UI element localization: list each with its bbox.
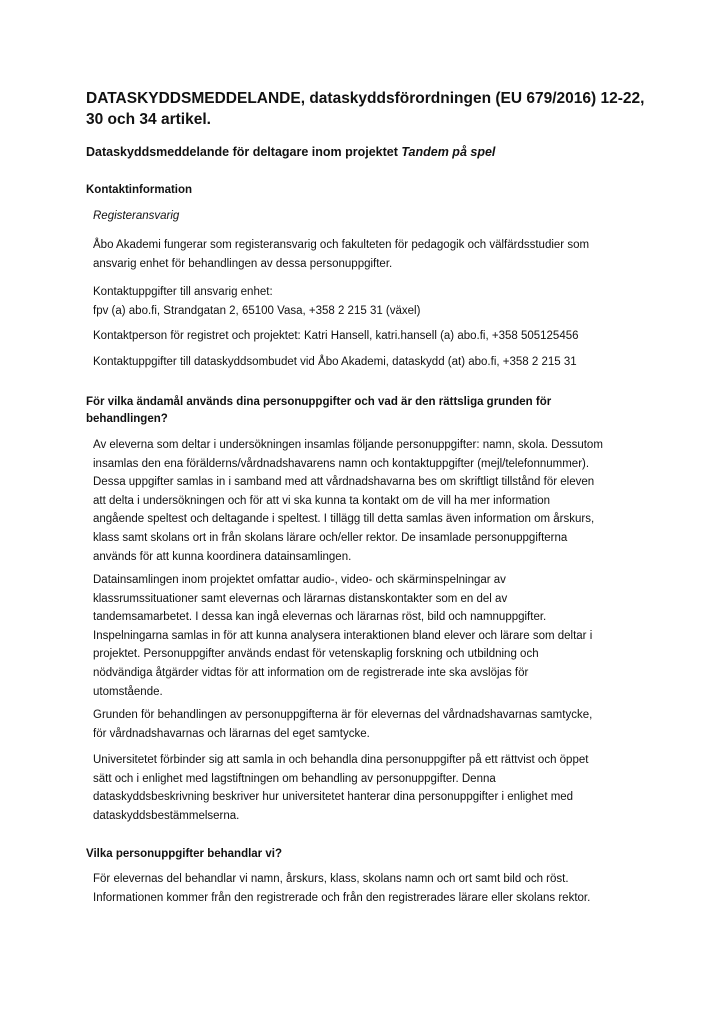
paragraph-line: Inspelningarna samlas in för att kunna analysera interaktionen bland elever och lärare som deltar i xyxy=(93,629,593,642)
paragraph-line: Grunden för behandlingen av personuppgifterna är för elevernas del vårdnadshavarnas samtycke, xyxy=(93,709,593,721)
contact-heading: Kontaktinformation xyxy=(86,184,193,196)
heading-line: För vilka ändamål används dina personuppgifter och vad är den rättsliga grunden för xyxy=(86,396,552,408)
paragraph-line: För elevernas del behandlar vi namn, årskurs, klass, skolans namn och ort samt bild och röst. xyxy=(93,873,569,885)
paragraph-line: projektet. Personuppgifter används endast för vetenskaplig forskning och utbildning och xyxy=(93,648,539,661)
contact-person-paragraph xyxy=(93,327,649,346)
heading-line: behandlingen? xyxy=(86,413,168,425)
paragraph-line: Informationen kommer från den registrerade och från den registrerades lärare eller skolans rektor. xyxy=(93,891,591,904)
paragraph-line: dataskyddsbeskrivning beskriver hur universitetet hanterar dina personuppgifter i enlighet med xyxy=(93,791,574,804)
purpose-heading xyxy=(86,394,646,428)
registrar-paragraph xyxy=(93,236,649,273)
paragraph-line: sätt och i enlighet med lagstiftningen om behandling av personuppgifter. Denna xyxy=(93,772,496,785)
dpo-paragraph xyxy=(93,353,649,372)
paragraph-line: dataskyddsbestämmelserna. xyxy=(93,809,240,822)
paragraph-line: Åbo Akademi fungerar som registeransvarig och fakulteten för pedagogik och välfärdsstudier som xyxy=(93,239,590,251)
paragraph-line: klass samt skolans ort in från skolans lärare och/eller rektor. De insamlade personuppgifterna xyxy=(93,531,568,544)
paragraph-line: Kontaktuppgifter till ansvarig enhet: xyxy=(93,286,273,298)
which-data-heading: Vilka personuppgifter behandlar vi? xyxy=(86,848,282,860)
paragraph-line: nödvändiga åtgärder vidtas för att information om de registrerade inte ska avslöjas för xyxy=(93,666,529,679)
paragraph-line: klassrumssituationer samt elevernas och lärarnas distanskontakter som en del av xyxy=(93,592,508,605)
which-data-paragraph xyxy=(93,870,649,907)
purpose-paragraph-3 xyxy=(93,706,649,743)
registrar-label: Registeransvarig xyxy=(93,210,180,222)
paragraph-line: fpv (a) abo.fi, Strandgatan 2, 65100 Vasa, +358 2 215 31 (växel) xyxy=(93,304,421,317)
purpose-paragraph-1 xyxy=(93,436,649,566)
paragraph-line: Av eleverna som deltar i undersökningen insamlas följande personuppgifter: namn, skola. Dessutom xyxy=(93,439,603,451)
paragraph-line: används för att kunna koordinera datainsamlingen. xyxy=(93,550,352,563)
paragraph-line: Universitetet förbinder sig att samla in och behandla dina personuppgifter på ett rättvist och öppet xyxy=(93,754,589,766)
purpose-paragraph-4 xyxy=(93,751,649,825)
paragraph-line: Dessa uppgifter samlas in i samband med att vårdnadshavarna bes om skriftligt tillstånd för eleven xyxy=(93,476,595,489)
paragraph-line: angående speltest och deltagande i speltest. I tillägg till detta samlas även information om årskurs, xyxy=(93,513,595,526)
subtitle-text: Dataskyddsmeddelande för deltagare inom projektet xyxy=(86,145,402,159)
paragraph-line: att delta i undersökningen och för att vi ska kunna ta kontakt om de vill ha mer information xyxy=(93,494,551,507)
document-title-line: DATASKYDDSMEDDELANDE, dataskyddsförordningen (EU 679/2016) 12-22, xyxy=(86,90,645,107)
purpose-paragraph-2 xyxy=(93,571,649,701)
document-title xyxy=(86,88,646,130)
paragraph-line: utomstående. xyxy=(93,685,163,698)
paragraph-line: insamlas den ena förälderns/vårdnadshavarens namn och kontaktuppgifter (mejl/telefonnummer). xyxy=(93,457,590,470)
paragraph-line: Kontaktperson för registret och projektet: Katri Hansell, katri.hansell (a) abo.fi, +358 505125456 xyxy=(93,330,579,342)
document-title-line: 30 och 34 artikel. xyxy=(86,111,211,128)
paragraph-line: ansvarig enhet för behandlingen av dessa personuppgifter. xyxy=(93,257,393,270)
paragraph-line: tandemsamarbetet. I dessa kan ingå elevernas och lärarnas röst, bild och namnuppgifter. xyxy=(93,611,547,624)
paragraph-line: Datainsamlingen inom projektet omfattar audio-, video- och skärminspelningar av xyxy=(93,574,506,586)
paragraph-line: för vårdnadshavarnas och lärarnas del eget samtycke. xyxy=(93,727,370,740)
paragraph-line: Kontaktuppgifter till dataskyddsombudet vid Åbo Akademi, dataskydd (at) abo.fi, +358 2 215 31 xyxy=(93,356,577,368)
document-subtitle xyxy=(86,144,646,160)
project-name: Tandem på spel xyxy=(401,145,496,159)
unit-contact-paragraph xyxy=(93,283,649,320)
